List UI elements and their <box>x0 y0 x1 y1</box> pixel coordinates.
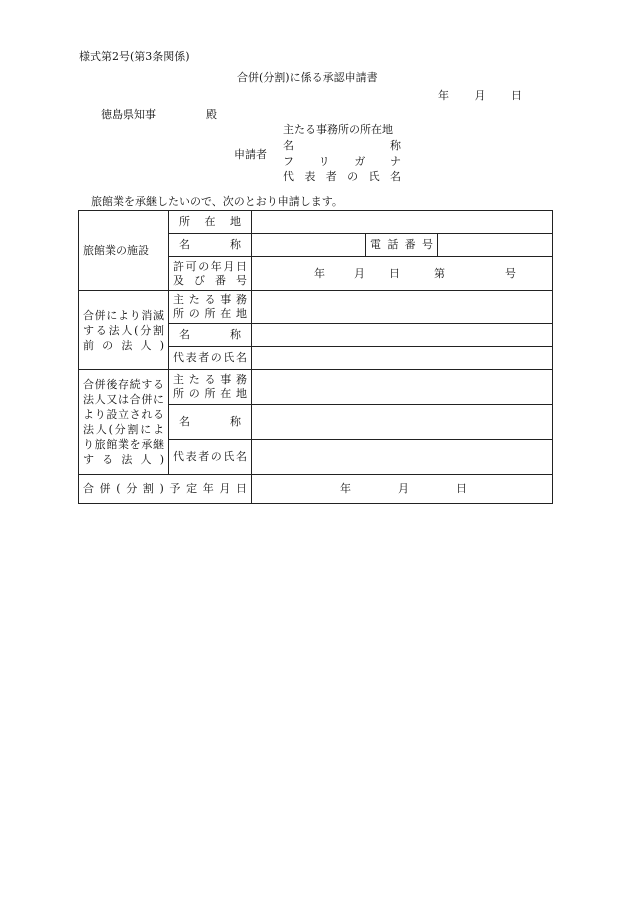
date-year: 年 <box>438 89 449 102</box>
facility-permit-value[interactable] <box>252 257 553 291</box>
scheduled-date-label: 合併(分割)予定年月日 <box>79 475 252 504</box>
surviving-name-label: 名 称 <box>169 405 252 440</box>
date-day: 日 <box>511 89 522 102</box>
surviving-office-value[interactable] <box>252 370 553 405</box>
permit-day: 日 <box>389 266 400 280</box>
permit-month: 月 <box>354 266 365 280</box>
surviving-corp-label: 合併後存続する法人又は合併により設立される法人(分割により旅館業を承継する法人) <box>79 370 169 475</box>
intro-text: 旅館業を承継したいので、次のとおり申請します。 <box>91 195 343 208</box>
applicant-address-label: 主たる事務所の所在地 <box>283 123 393 136</box>
scheduled-year: 年 <box>340 482 351 495</box>
applicant-name-label: 名 称 <box>283 139 401 152</box>
application-table <box>78 210 553 504</box>
facility-permit-label: 許可の年月日 及 び 番 号 <box>169 257 252 291</box>
dissolving-representative-label: 代表者の氏名 <box>169 347 252 370</box>
permit-go: 号 <box>505 266 516 280</box>
facility-phone-value[interactable] <box>438 234 553 257</box>
applicant-furigana-label: フ リ ガ ナ <box>283 155 401 168</box>
surviving-office-label: 主たる事務 所の所在地 <box>169 370 252 405</box>
dissolving-office-label: 主たる事務 所の所在地 <box>169 291 252 324</box>
facility-label: 旅館業の施設 <box>79 211 169 291</box>
date-month: 月 <box>474 89 486 102</box>
facility-location-label: 所 在 地 <box>169 211 252 234</box>
permit-dai: 第 <box>434 266 445 280</box>
dissolving-representative-value[interactable] <box>252 347 553 370</box>
scheduled-month: 月 <box>398 482 409 495</box>
applicant-label: 申請者 <box>234 148 267 161</box>
surviving-name-value[interactable] <box>252 405 553 440</box>
dissolving-office-value[interactable] <box>252 291 553 324</box>
addressee-honorific: 殿 <box>206 108 217 121</box>
facility-name-value[interactable] <box>252 234 366 257</box>
dissolving-name-label: 名 称 <box>169 324 252 347</box>
facility-phone-label: 電話番号 <box>366 234 438 257</box>
document-title: 合併(分割)に係る承認申請書 <box>237 71 378 84</box>
facility-location-value[interactable] <box>252 211 553 234</box>
scheduled-date-value[interactable] <box>252 475 553 504</box>
dissolving-corp-label: 合併により消滅する法人(分割前の法人) <box>79 291 169 370</box>
surviving-representative-label: 代表者の氏名 <box>169 440 252 475</box>
dissolving-name-value[interactable] <box>252 324 553 347</box>
permit-year: 年 <box>314 266 325 280</box>
date-line <box>438 89 522 102</box>
facility-name-label: 名 称 <box>169 234 252 257</box>
applicant-representative-label: 代 表 者 の 氏 名 <box>283 170 401 183</box>
form-number: 様式第2号(第3条関係) <box>79 50 190 63</box>
scheduled-day: 日 <box>456 482 467 495</box>
addressee-name: 徳島県知事 <box>101 108 156 121</box>
surviving-representative-value[interactable] <box>252 440 553 475</box>
